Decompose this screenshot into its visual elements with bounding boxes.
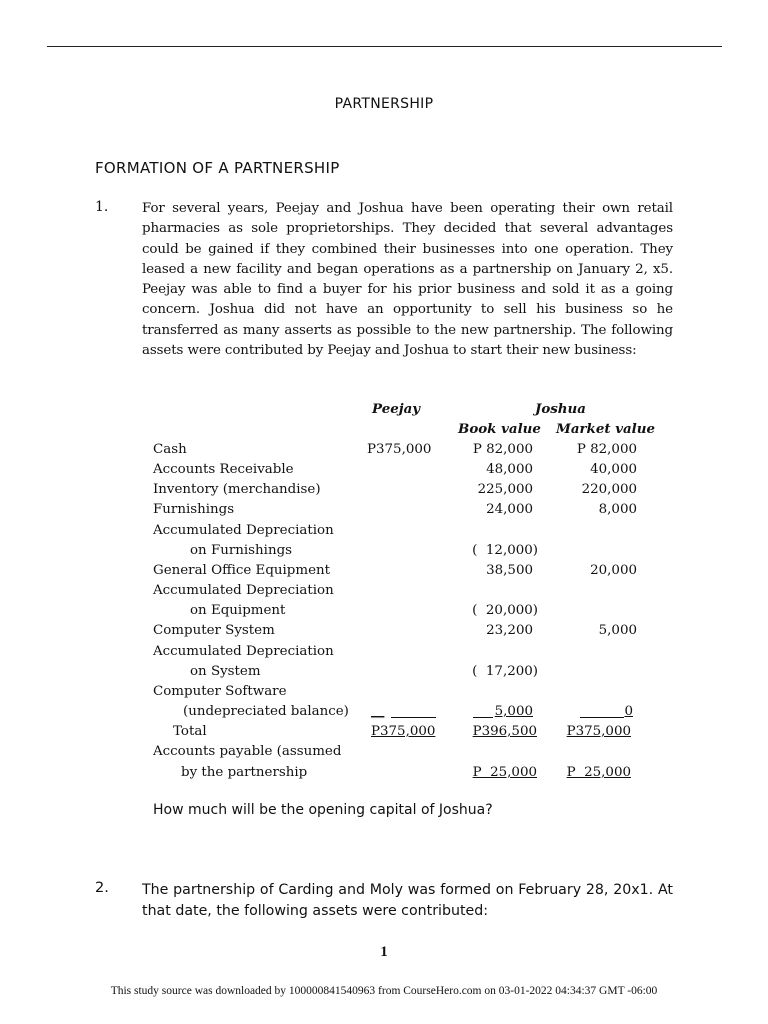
peejay-value: P375,000 <box>367 442 432 457</box>
row-label: Inventory (merchandise) <box>153 482 321 497</box>
row-label: (undepreciated balance) <box>183 704 349 719</box>
row-label: Furnishings <box>153 502 235 517</box>
document-title: PARTNERSHIP <box>334 96 434 112</box>
book-value: 48,000 <box>486 462 533 477</box>
problem-1-number: 1. <box>95 199 109 215</box>
market-value: P375,000 <box>566 724 631 739</box>
section-heading: FORMATION OF A PARTNERSHIP <box>95 159 340 177</box>
market-value: 20,000 <box>590 563 637 578</box>
book-value: P396,500 <box>472 724 537 739</box>
book-value: P 25,000 <box>472 765 537 780</box>
header-peejay: Peejay <box>372 401 421 417</box>
row-label: on Equipment <box>190 603 286 618</box>
book-value: 5,000 <box>494 704 533 719</box>
row-label: Cash <box>153 442 187 457</box>
book-value: 38,500 <box>486 563 533 578</box>
row-label: Accounts payable (assumed <box>153 744 342 759</box>
row-label: Accumulated Depreciation <box>153 583 334 598</box>
row-label: on Furnishings <box>190 543 293 558</box>
row-label: Accumulated Depreciation <box>153 523 334 538</box>
problem-2-text: The partnership of Carding and Moly was formed on February 28, 20x1. At that date, the following assets were contributed: <box>142 882 673 919</box>
header-book-value: Book value <box>458 421 541 437</box>
row-label: on System <box>190 664 261 679</box>
row-label: Accounts Receivable <box>153 462 294 477</box>
header-joshua: Joshua <box>535 401 586 417</box>
row-label: Total <box>173 724 207 739</box>
row-label: Computer Software <box>153 684 287 699</box>
download-footer: This study source was downloaded by 100000841540963 from CourseHero.com on 03-01-2022 04:34:37 GMT -06:00 <box>110 985 658 997</box>
underline-rule <box>391 702 436 718</box>
row-label: General Office Equipment <box>153 563 331 578</box>
header-rule <box>47 46 722 47</box>
market-value: 0 <box>624 704 633 719</box>
row-label: Computer System <box>153 623 275 638</box>
market-value: 40,000 <box>590 462 637 477</box>
book-value: 23,200 <box>486 623 533 638</box>
book-value: P 82,000 <box>472 442 533 457</box>
problem-1-question: How much will be the opening capital of Joshua? <box>153 802 493 818</box>
problem-2-number: 2. <box>95 880 109 896</box>
market-value: 5,000 <box>598 623 637 638</box>
page-number: 1 <box>380 944 388 960</box>
book-value: ( 17,200) <box>472 664 538 679</box>
underline-rule <box>580 702 624 718</box>
row-label: by the partnership <box>181 765 308 780</box>
market-value: P 25,000 <box>566 765 631 780</box>
market-value: 220,000 <box>581 482 637 497</box>
peejay-value: P375,000 <box>371 724 436 739</box>
underline-rule <box>473 702 493 718</box>
book-value: 24,000 <box>486 502 533 517</box>
book-value: 225,000 <box>477 482 533 497</box>
market-value: P 82,000 <box>576 442 637 457</box>
market-value: 8,000 <box>598 502 637 517</box>
peejay-value: __ <box>371 704 385 719</box>
problem-1-text: For several years, Peejay and Joshua have been operating their own retail pharmacies as sole proprietorships. They decided that several advantages could be gained if they combined their businesses into one operation. They leased a new facility and began operations as a partnership on January 2, x5. Peejay was able to find a buyer for his prior business and sold it as a going concern. Joshua did not have an opportunity to sell his business so he transferred as many asserts as possible to the new partnership. The following assets were contributed by Peejay and Joshua to start their new business: <box>142 201 673 359</box>
book-value: ( 20,000) <box>472 603 538 618</box>
book-value: ( 12,000) <box>472 543 538 558</box>
row-label: Accumulated Depreciation <box>153 644 334 659</box>
header-market-value: Market value <box>556 421 655 437</box>
